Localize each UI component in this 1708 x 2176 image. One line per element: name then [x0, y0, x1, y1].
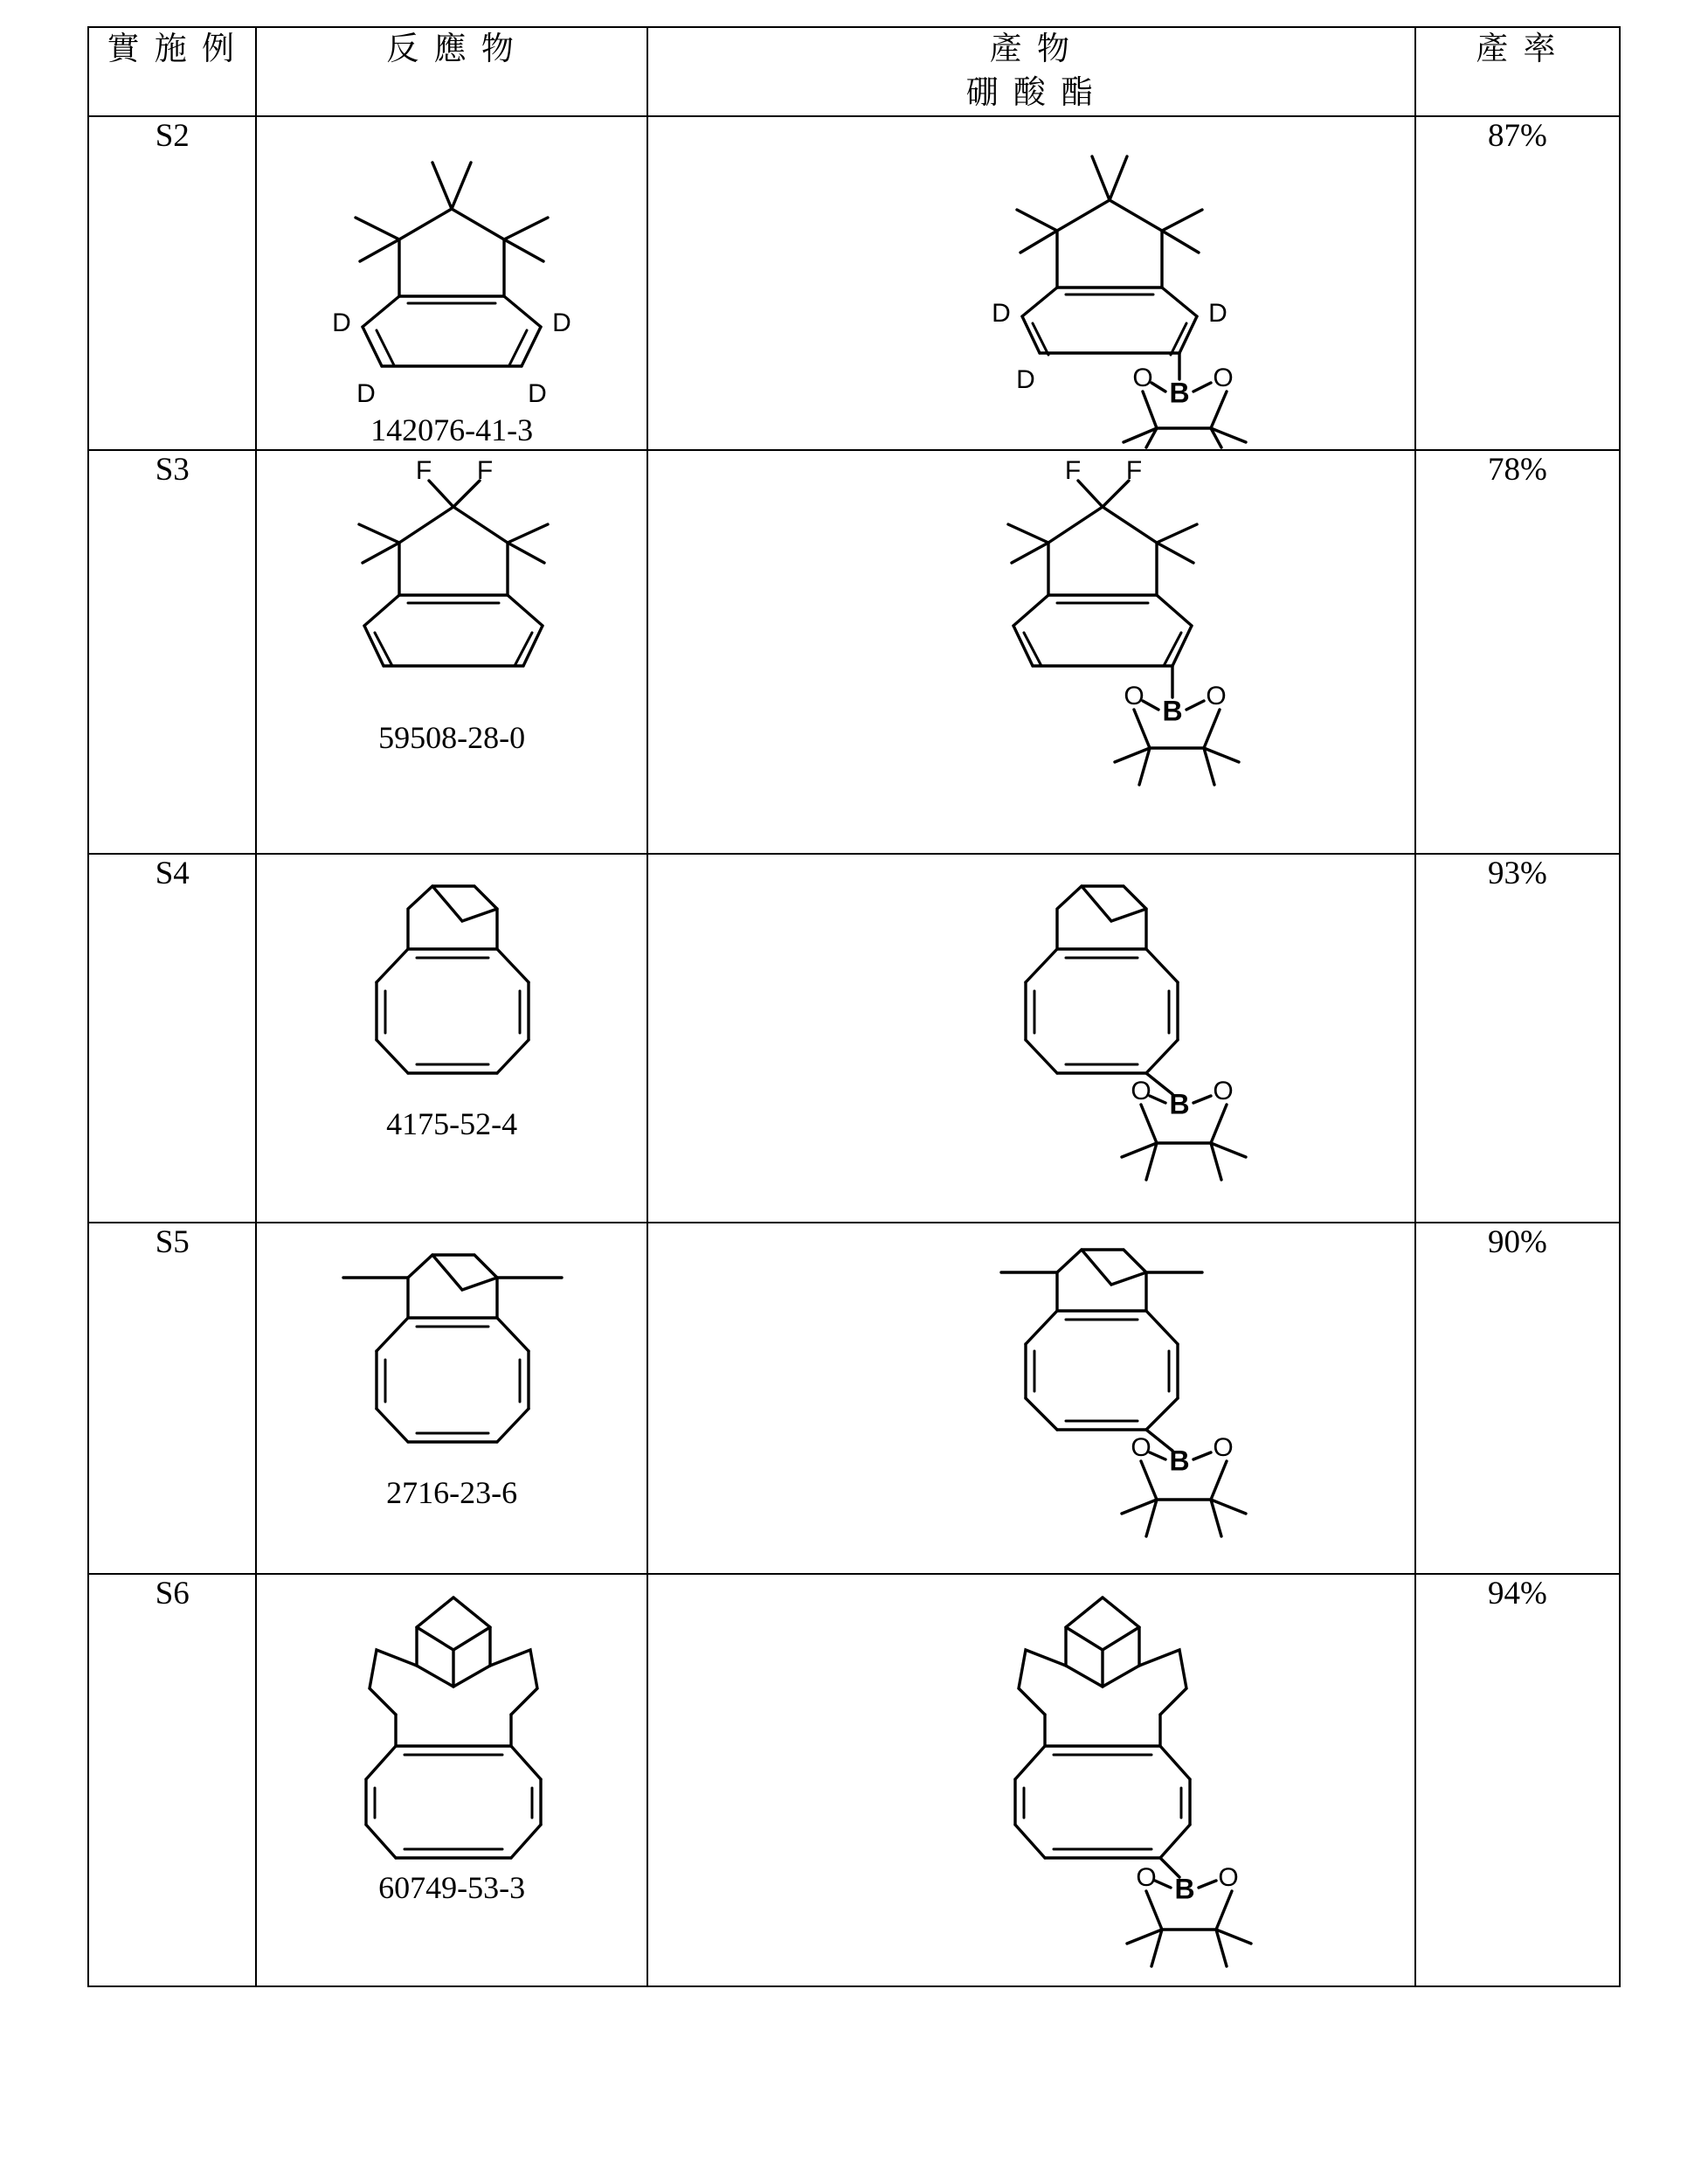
structure-product-s6 — [648, 1575, 1414, 1985]
table-row — [88, 1574, 1620, 1986]
structure-product-s3 — [648, 451, 1414, 853]
header-product-line2: 硼 酸 酯 — [965, 74, 1097, 111]
table-row — [88, 116, 1620, 450]
structure-svg — [664, 1223, 1398, 1573]
atom-label-o: O — [1131, 1432, 1152, 1462]
header-product-line1: 產 物 — [989, 31, 1073, 67]
structure-svg — [664, 855, 1398, 1222]
cell-example: S4 — [88, 854, 256, 1223]
structure-svg — [664, 1575, 1398, 1985]
atom-label-o: O — [1131, 1076, 1152, 1105]
cell-reactant-structure — [256, 854, 647, 1223]
atom-label-b: B — [1174, 1873, 1195, 1905]
cell-yield: 87% — [1415, 116, 1620, 450]
cas-number: 4175-52-4 — [386, 1105, 518, 1141]
atom-label-o: O — [1124, 681, 1145, 710]
atom-label-d: D — [552, 308, 571, 337]
atom-label-f: F — [1126, 455, 1143, 485]
cell-reactant-structure — [256, 1223, 647, 1574]
cell-reactant-structure — [256, 116, 647, 450]
cas-number: 59508-28-0 — [378, 719, 526, 755]
atom-label-d: D — [1208, 298, 1228, 328]
structure-reactant-s2 — [257, 117, 646, 446]
structure-svg — [664, 117, 1398, 449]
structure-reactant-s3 — [257, 451, 646, 753]
table-row — [88, 854, 1620, 1223]
cell-reactant-structure — [256, 1574, 647, 1986]
cell-example: S3 — [88, 450, 256, 854]
header-reactant: 反 應 物 — [256, 27, 647, 116]
atom-label-b: B — [1169, 1088, 1190, 1120]
cas-number: 60749-53-3 — [378, 1869, 526, 1905]
atom-label-o: O — [1136, 1862, 1158, 1892]
table-header-row — [88, 27, 1620, 116]
structure-product-s4 — [648, 855, 1414, 1222]
header-yield: 產 率 — [1415, 27, 1620, 116]
cell-product-structure — [647, 1574, 1415, 1986]
structure-svg — [268, 855, 635, 1108]
atom-label-o: O — [1132, 363, 1154, 392]
cell-yield: 94% — [1415, 1574, 1620, 1986]
atom-label-d: D — [332, 308, 351, 337]
reaction-table — [87, 26, 1621, 1987]
structure-svg — [268, 1575, 635, 1872]
structure-svg — [268, 117, 635, 414]
cell-product-structure — [647, 450, 1415, 854]
atom-label-f: F — [476, 455, 494, 485]
structure-reactant-s6 — [257, 1575, 646, 1903]
atom-label-o: O — [1206, 681, 1227, 710]
structure-svg — [664, 451, 1398, 853]
atom-label-f: F — [1065, 455, 1082, 485]
atom-label-b: B — [1169, 1445, 1190, 1477]
structure-reactant-s5 — [257, 1223, 646, 1508]
table-row — [88, 1223, 1620, 1574]
cell-product-structure — [647, 116, 1415, 450]
cell-example: S6 — [88, 1574, 256, 1986]
atom-label-o: O — [1213, 1076, 1234, 1105]
atom-label-b: B — [1162, 695, 1183, 727]
cell-example: S2 — [88, 116, 256, 450]
structure-svg — [268, 1223, 635, 1477]
cell-reactant-structure — [256, 450, 647, 854]
cell-yield: 78% — [1415, 450, 1620, 854]
cas-number: 2716-23-6 — [386, 1474, 518, 1510]
cell-example: S5 — [88, 1223, 256, 1574]
atom-label-f: F — [415, 455, 432, 485]
structure-product-s2 — [648, 117, 1414, 449]
table-row — [88, 450, 1620, 854]
atom-label-o: O — [1213, 1432, 1234, 1462]
structure-reactant-s4 — [257, 855, 646, 1140]
cell-yield: 90% — [1415, 1223, 1620, 1574]
cell-product-structure — [647, 854, 1415, 1223]
atom-label-o: O — [1213, 363, 1234, 392]
atom-label-d: D — [992, 298, 1012, 328]
cas-number: 142076-41-3 — [370, 412, 534, 447]
atom-label-o: O — [1218, 1862, 1240, 1892]
header-example: 實 施 例 — [88, 27, 256, 116]
structure-product-s5 — [648, 1223, 1414, 1573]
cell-product-structure — [647, 1223, 1415, 1574]
atom-label-d: D — [356, 378, 376, 408]
structure-svg — [268, 451, 635, 722]
header-product — [647, 27, 1415, 116]
atom-label-d: D — [528, 378, 547, 408]
atom-label-b: B — [1169, 377, 1190, 409]
cell-yield: 93% — [1415, 854, 1620, 1223]
atom-label-d: D — [1016, 364, 1036, 394]
